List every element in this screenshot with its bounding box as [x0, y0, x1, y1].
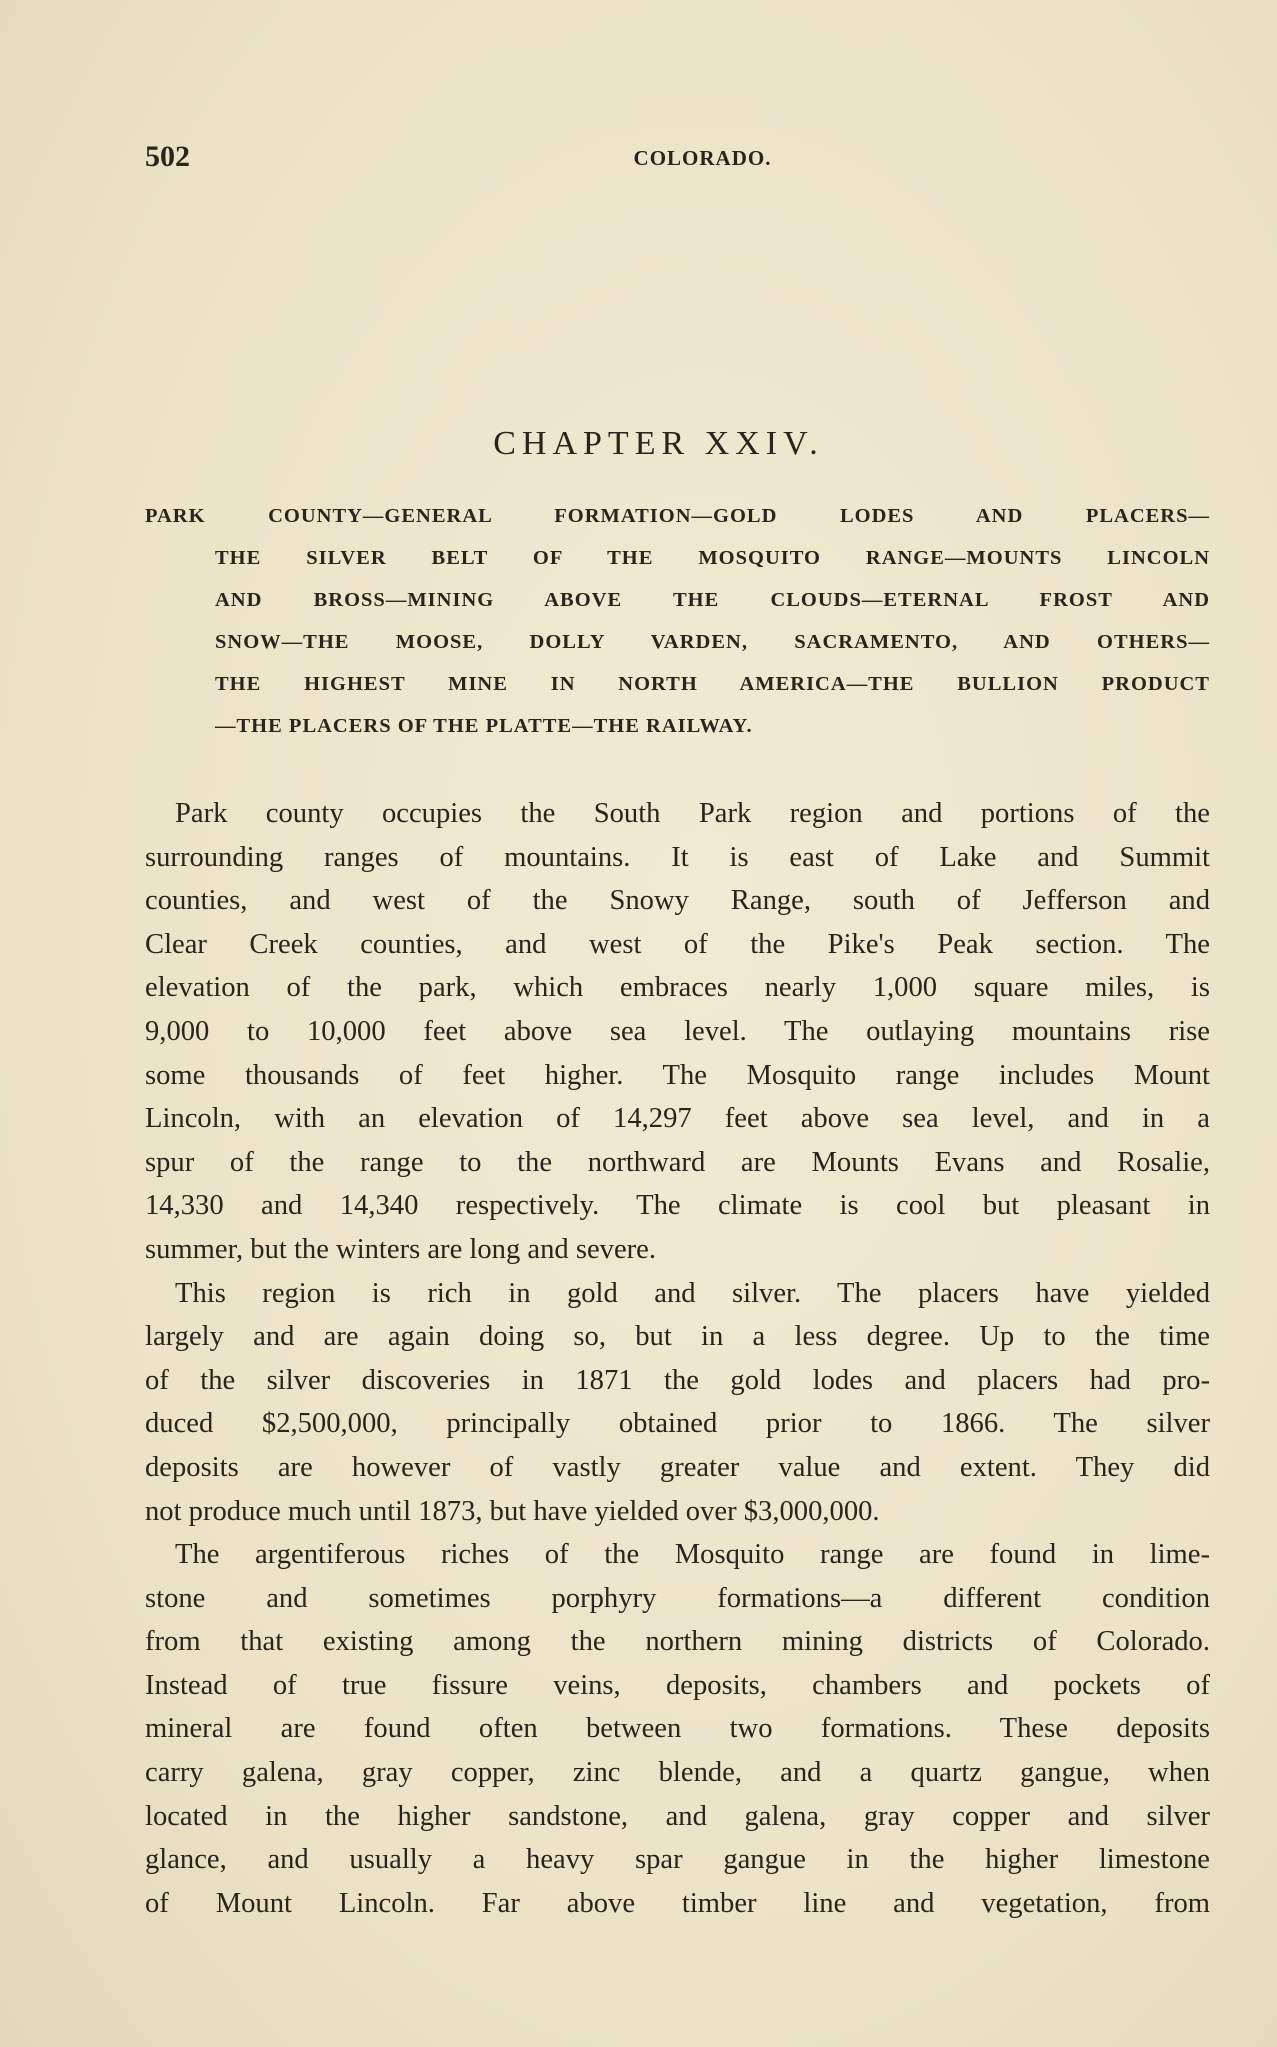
synopsis-line: PARK COUNTY—GENERAL FORMATION—GOLD LODES AND PLACERS—	[145, 505, 1210, 527]
body-line: of the silver discoveries in 1871 the gold lodes and placers had pro-	[145, 1364, 1210, 1396]
body-line: Clear Creek counties, and west of the Pike's Peak section. The	[145, 928, 1210, 960]
body-line: located in the higher sandstone, and galena, gray copper and silver	[145, 1800, 1210, 1832]
synopsis-line: AND BROSS—MINING ABOVE THE CLOUDS—ETERNAL FROST AND	[215, 589, 1210, 611]
body-line: surrounding ranges of mountains. It is east of Lake and Summit	[145, 841, 1210, 873]
body-line: elevation of the park, which embraces nearly 1,000 square miles, is	[145, 972, 1210, 1004]
body-line: 9,000 to 10,000 feet above sea level. The outlaying mountains rise	[145, 1015, 1210, 1047]
body-line: glance, and usually a heavy spar gangue in the higher limestone	[145, 1844, 1210, 1876]
body-line: carry galena, gray copper, zinc blende, and a quartz gangue, when	[145, 1757, 1210, 1789]
body-line: summer, but the winters are long and severe.	[145, 1233, 657, 1265]
body-line: some thousands of feet higher. The Mosquito range includes Mount	[145, 1059, 1210, 1091]
body-line: stone and sometimes porphyry formations—a different condition	[145, 1582, 1210, 1614]
running-head	[145, 140, 1210, 180]
synopsis-line: THE HIGHEST MINE IN NORTH AMERICA—THE BULLION PRODUCT	[215, 673, 1210, 695]
body-line: Park county occupies the South Park region and portions of the	[175, 798, 1210, 829]
body-line: The argentiferous riches of the Mosquito range are found in lime-	[175, 1539, 1210, 1571]
body-line: spur of the range to the northward are Mounts Evans and Rosalie,	[145, 1146, 1210, 1178]
chapter-synopsis	[145, 495, 1210, 747]
body-line: counties, and west of the Snowy Range, south of Jefferson and	[145, 885, 1210, 917]
body-line: from that existing among the northern mining districts of Colorado.	[145, 1626, 1210, 1658]
chapter-title: CHAPTER XXIV.	[493, 425, 824, 462]
page-number: 502	[145, 140, 190, 173]
body-line: duced $2,500,000, principally obtained prior to 1866. The silver	[145, 1408, 1210, 1440]
body-line: largely and are again doing so, but in a less degree. Up to the time	[145, 1321, 1210, 1353]
body-line: Instead of true fissure veins, deposits, chambers and pockets of	[145, 1669, 1210, 1701]
synopsis-line: —THE PLACERS OF THE PLATTE—THE RAILWAY.	[215, 715, 753, 737]
running-title: COLORADO.	[633, 146, 772, 170]
body-line: This region is rich in gold and silver. The placers have yielded	[175, 1277, 1210, 1309]
body-line: deposits are however of vastly greater value and extent. They did	[145, 1451, 1210, 1483]
body-line: Lincoln, with an elevation of 14,297 feet above sea level, and in a	[145, 1103, 1210, 1135]
synopsis-line: THE SILVER BELT OF THE MOSQUITO RANGE—MOUNTS LINCOLN	[215, 547, 1210, 569]
synopsis-line: SNOW—THE MOOSE, DOLLY VARDEN, SACRAMENTO, AND OTHERS—	[215, 631, 1210, 653]
body-line: of Mount Lincoln. Far above timber line and vegetation, from	[145, 1887, 1210, 1919]
body-line: mineral are found often between two formations. These deposits	[145, 1713, 1210, 1745]
body-line: 14,330 and 14,340 respectively. The climate is cool but pleasant in	[145, 1190, 1210, 1222]
body-line: not produce much until 1873, but have yielded over $3,000,000.	[145, 1495, 880, 1527]
body-text	[145, 792, 1210, 1925]
